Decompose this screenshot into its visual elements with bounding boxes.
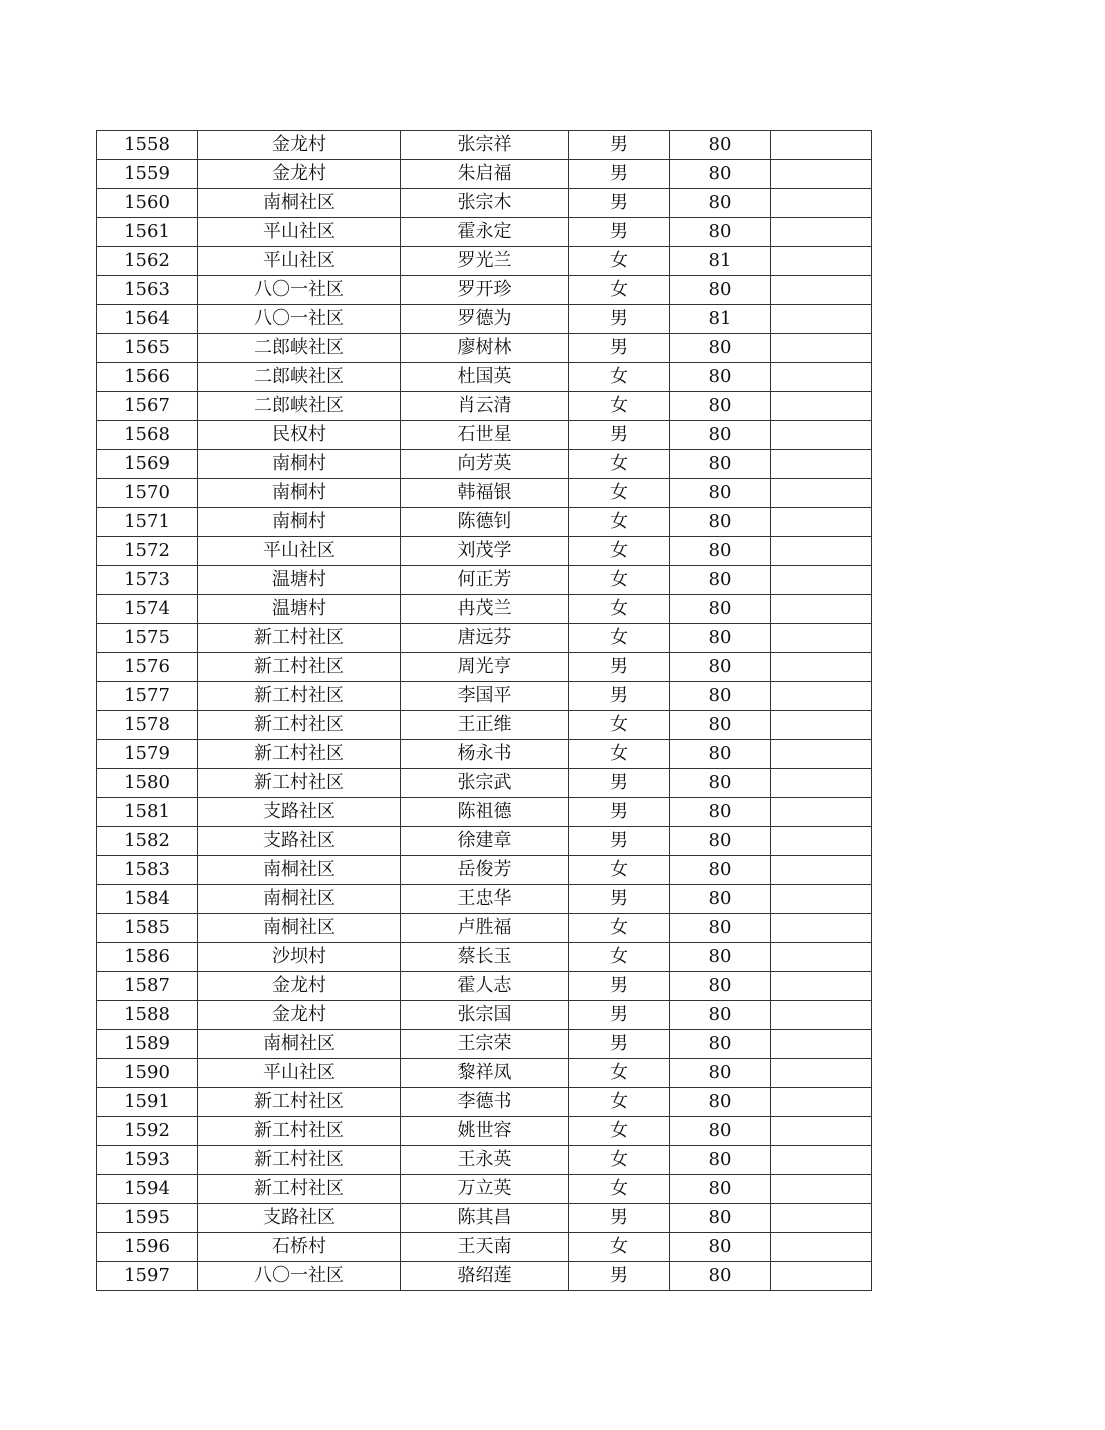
cell-gender: 男 xyxy=(569,798,670,827)
cell-gender: 女 xyxy=(569,711,670,740)
cell-name: 李德书 xyxy=(401,1088,569,1117)
cell-community: 支路社区 xyxy=(198,827,401,856)
cell-number: 1581 xyxy=(97,798,198,827)
cell-number: 1567 xyxy=(97,392,198,421)
cell-number: 1562 xyxy=(97,247,198,276)
table-row xyxy=(97,914,872,943)
cell-age: 80 xyxy=(670,711,771,740)
cell-community: 支路社区 xyxy=(198,1204,401,1233)
cell-remark xyxy=(771,972,872,1001)
cell-community: 南桐社区 xyxy=(198,1030,401,1059)
table-row xyxy=(97,1030,872,1059)
cell-age: 80 xyxy=(670,1088,771,1117)
table-row xyxy=(97,1001,872,1030)
cell-name: 王永英 xyxy=(401,1146,569,1175)
cell-remark xyxy=(771,131,872,160)
cell-community: 沙坝村 xyxy=(198,943,401,972)
cell-age: 81 xyxy=(670,305,771,334)
cell-name: 李国平 xyxy=(401,682,569,711)
cell-number: 1592 xyxy=(97,1117,198,1146)
table-row xyxy=(97,769,872,798)
cell-number: 1577 xyxy=(97,682,198,711)
cell-gender: 女 xyxy=(569,1233,670,1262)
table-row xyxy=(97,479,872,508)
cell-gender: 女 xyxy=(569,943,670,972)
table-row xyxy=(97,653,872,682)
cell-number: 1578 xyxy=(97,711,198,740)
table-row xyxy=(97,682,872,711)
cell-age: 80 xyxy=(670,189,771,218)
cell-age: 80 xyxy=(670,218,771,247)
cell-age: 80 xyxy=(670,508,771,537)
cell-community: 新工村社区 xyxy=(198,682,401,711)
cell-name: 冉茂兰 xyxy=(401,595,569,624)
cell-name: 张宗祥 xyxy=(401,131,569,160)
cell-gender: 男 xyxy=(569,305,670,334)
cell-number: 1568 xyxy=(97,421,198,450)
cell-gender: 男 xyxy=(569,972,670,1001)
cell-community: 石桥村 xyxy=(198,1233,401,1262)
cell-name: 徐建章 xyxy=(401,827,569,856)
cell-name: 王天南 xyxy=(401,1233,569,1262)
cell-remark xyxy=(771,595,872,624)
cell-gender: 女 xyxy=(569,363,670,392)
cell-remark xyxy=(771,914,872,943)
cell-age: 80 xyxy=(670,740,771,769)
cell-name: 张宗武 xyxy=(401,769,569,798)
cell-remark xyxy=(771,1204,872,1233)
cell-number: 1589 xyxy=(97,1030,198,1059)
cell-gender: 男 xyxy=(569,334,670,363)
cell-remark xyxy=(771,653,872,682)
cell-age: 80 xyxy=(670,537,771,566)
cell-remark xyxy=(771,218,872,247)
cell-age: 80 xyxy=(670,1175,771,1204)
cell-age: 80 xyxy=(670,334,771,363)
cell-name: 王宗荣 xyxy=(401,1030,569,1059)
cell-name: 张宗国 xyxy=(401,1001,569,1030)
table-row xyxy=(97,972,872,1001)
cell-age: 80 xyxy=(670,856,771,885)
cell-community: 八〇一社区 xyxy=(198,1262,401,1291)
cell-name: 霍永定 xyxy=(401,218,569,247)
cell-remark xyxy=(771,1001,872,1030)
cell-community: 二郎峡社区 xyxy=(198,392,401,421)
cell-gender: 女 xyxy=(569,566,670,595)
cell-name: 罗光兰 xyxy=(401,247,569,276)
cell-remark xyxy=(771,1175,872,1204)
cell-remark xyxy=(771,1117,872,1146)
cell-remark xyxy=(771,1059,872,1088)
cell-name: 杨永书 xyxy=(401,740,569,769)
cell-age: 80 xyxy=(670,392,771,421)
cell-community: 平山社区 xyxy=(198,218,401,247)
cell-number: 1590 xyxy=(97,1059,198,1088)
cell-remark xyxy=(771,566,872,595)
cell-gender: 女 xyxy=(569,740,670,769)
cell-name: 何正芳 xyxy=(401,566,569,595)
cell-number: 1559 xyxy=(97,160,198,189)
table-row xyxy=(97,421,872,450)
cell-number: 1595 xyxy=(97,1204,198,1233)
table-row xyxy=(97,885,872,914)
cell-age: 80 xyxy=(670,566,771,595)
cell-age: 80 xyxy=(670,1117,771,1146)
cell-community: 南桐村 xyxy=(198,508,401,537)
table-row xyxy=(97,595,872,624)
cell-name: 骆绍莲 xyxy=(401,1262,569,1291)
cell-age: 80 xyxy=(670,479,771,508)
cell-gender: 女 xyxy=(569,247,670,276)
table-row xyxy=(97,856,872,885)
cell-number: 1558 xyxy=(97,131,198,160)
cell-remark xyxy=(771,1233,872,1262)
cell-community: 南桐村 xyxy=(198,479,401,508)
cell-number: 1576 xyxy=(97,653,198,682)
cell-remark xyxy=(771,856,872,885)
cell-number: 1579 xyxy=(97,740,198,769)
cell-name: 蔡长玉 xyxy=(401,943,569,972)
table-row xyxy=(97,1233,872,1262)
cell-community: 平山社区 xyxy=(198,537,401,566)
cell-community: 新工村社区 xyxy=(198,740,401,769)
table-row xyxy=(97,334,872,363)
cell-remark xyxy=(771,450,872,479)
cell-age: 80 xyxy=(670,1001,771,1030)
table-row xyxy=(97,624,872,653)
cell-number: 1591 xyxy=(97,1088,198,1117)
cell-community: 二郎峡社区 xyxy=(198,334,401,363)
table-row xyxy=(97,131,872,160)
table-row xyxy=(97,566,872,595)
cell-gender: 女 xyxy=(569,1088,670,1117)
table-row xyxy=(97,711,872,740)
cell-number: 1586 xyxy=(97,943,198,972)
table-row xyxy=(97,1146,872,1175)
cell-name: 姚世容 xyxy=(401,1117,569,1146)
cell-name: 石世星 xyxy=(401,421,569,450)
cell-gender: 女 xyxy=(569,508,670,537)
cell-gender: 男 xyxy=(569,1204,670,1233)
cell-age: 80 xyxy=(670,624,771,653)
table-row xyxy=(97,1204,872,1233)
cell-name: 陈祖德 xyxy=(401,798,569,827)
cell-remark xyxy=(771,421,872,450)
cell-age: 80 xyxy=(670,682,771,711)
table-row xyxy=(97,189,872,218)
cell-remark xyxy=(771,885,872,914)
cell-remark xyxy=(771,363,872,392)
cell-gender: 男 xyxy=(569,682,670,711)
cell-community: 支路社区 xyxy=(198,798,401,827)
cell-community: 南桐社区 xyxy=(198,885,401,914)
cell-number: 1561 xyxy=(97,218,198,247)
cell-number: 1573 xyxy=(97,566,198,595)
cell-number: 1588 xyxy=(97,1001,198,1030)
cell-gender: 女 xyxy=(569,276,670,305)
cell-name: 罗德为 xyxy=(401,305,569,334)
table-row xyxy=(97,943,872,972)
cell-name: 黎祥凤 xyxy=(401,1059,569,1088)
cell-gender: 男 xyxy=(569,1262,670,1291)
cell-community: 八〇一社区 xyxy=(198,305,401,334)
cell-community: 金龙村 xyxy=(198,131,401,160)
cell-remark xyxy=(771,334,872,363)
table-row xyxy=(97,827,872,856)
cell-number: 1560 xyxy=(97,189,198,218)
cell-community: 新工村社区 xyxy=(198,1146,401,1175)
cell-gender: 女 xyxy=(569,537,670,566)
cell-age: 80 xyxy=(670,1059,771,1088)
cell-community: 平山社区 xyxy=(198,247,401,276)
cell-remark xyxy=(771,827,872,856)
cell-age: 80 xyxy=(670,653,771,682)
table-row xyxy=(97,798,872,827)
table-row xyxy=(97,450,872,479)
cell-gender: 男 xyxy=(569,827,670,856)
cell-community: 新工村社区 xyxy=(198,711,401,740)
cell-number: 1569 xyxy=(97,450,198,479)
cell-remark xyxy=(771,305,872,334)
cell-number: 1570 xyxy=(97,479,198,508)
cell-remark xyxy=(771,740,872,769)
cell-gender: 男 xyxy=(569,653,670,682)
cell-gender: 女 xyxy=(569,1175,670,1204)
table-row xyxy=(97,740,872,769)
cell-age: 80 xyxy=(670,827,771,856)
cell-community: 温塘村 xyxy=(198,595,401,624)
cell-age: 80 xyxy=(670,1146,771,1175)
cell-number: 1585 xyxy=(97,914,198,943)
cell-community: 新工村社区 xyxy=(198,1175,401,1204)
table-row xyxy=(97,1059,872,1088)
table-row xyxy=(97,1175,872,1204)
cell-age: 80 xyxy=(670,450,771,479)
cell-number: 1566 xyxy=(97,363,198,392)
roster-table xyxy=(96,130,872,1291)
cell-name: 罗开珍 xyxy=(401,276,569,305)
table-row xyxy=(97,363,872,392)
cell-number: 1571 xyxy=(97,508,198,537)
cell-gender: 男 xyxy=(569,218,670,247)
cell-gender: 男 xyxy=(569,769,670,798)
cell-gender: 男 xyxy=(569,1030,670,1059)
cell-community: 二郎峡社区 xyxy=(198,363,401,392)
table-row xyxy=(97,1117,872,1146)
cell-gender: 女 xyxy=(569,450,670,479)
table-row xyxy=(97,1088,872,1117)
cell-number: 1575 xyxy=(97,624,198,653)
cell-number: 1593 xyxy=(97,1146,198,1175)
cell-age: 80 xyxy=(670,798,771,827)
cell-community: 新工村社区 xyxy=(198,1117,401,1146)
cell-age: 80 xyxy=(670,1233,771,1262)
cell-age: 80 xyxy=(670,276,771,305)
cell-remark xyxy=(771,1262,872,1291)
cell-community: 南桐社区 xyxy=(198,914,401,943)
cell-name: 王正维 xyxy=(401,711,569,740)
cell-gender: 男 xyxy=(569,189,670,218)
table-row xyxy=(97,305,872,334)
cell-remark xyxy=(771,392,872,421)
cell-age: 80 xyxy=(670,972,771,1001)
cell-community: 金龙村 xyxy=(198,1001,401,1030)
cell-community: 金龙村 xyxy=(198,972,401,1001)
cell-age: 80 xyxy=(670,595,771,624)
cell-community: 民权村 xyxy=(198,421,401,450)
cell-gender: 男 xyxy=(569,421,670,450)
cell-number: 1572 xyxy=(97,537,198,566)
cell-number: 1563 xyxy=(97,276,198,305)
cell-community: 新工村社区 xyxy=(198,653,401,682)
cell-gender: 女 xyxy=(569,914,670,943)
cell-age: 80 xyxy=(670,131,771,160)
cell-community: 新工村社区 xyxy=(198,624,401,653)
cell-gender: 男 xyxy=(569,160,670,189)
cell-name: 韩福银 xyxy=(401,479,569,508)
cell-number: 1564 xyxy=(97,305,198,334)
cell-community: 平山社区 xyxy=(198,1059,401,1088)
cell-name: 陈德钊 xyxy=(401,508,569,537)
cell-age: 80 xyxy=(670,914,771,943)
table-row xyxy=(97,1262,872,1291)
table-row xyxy=(97,218,872,247)
cell-name: 张宗木 xyxy=(401,189,569,218)
cell-remark xyxy=(771,160,872,189)
cell-number: 1594 xyxy=(97,1175,198,1204)
cell-age: 80 xyxy=(670,1262,771,1291)
cell-age: 80 xyxy=(670,1030,771,1059)
cell-age: 81 xyxy=(670,247,771,276)
cell-name: 刘茂学 xyxy=(401,537,569,566)
cell-number: 1580 xyxy=(97,769,198,798)
cell-community: 新工村社区 xyxy=(198,769,401,798)
cell-gender: 女 xyxy=(569,595,670,624)
table-row xyxy=(97,508,872,537)
cell-name: 廖树林 xyxy=(401,334,569,363)
cell-number: 1596 xyxy=(97,1233,198,1262)
cell-name: 卢胜福 xyxy=(401,914,569,943)
cell-community: 新工村社区 xyxy=(198,1088,401,1117)
cell-gender: 女 xyxy=(569,1059,670,1088)
cell-name: 周光亨 xyxy=(401,653,569,682)
roster-table-body xyxy=(97,131,872,1291)
cell-remark xyxy=(771,479,872,508)
cell-remark xyxy=(771,276,872,305)
cell-number: 1565 xyxy=(97,334,198,363)
cell-name: 万立英 xyxy=(401,1175,569,1204)
cell-gender: 女 xyxy=(569,1117,670,1146)
cell-gender: 女 xyxy=(569,1146,670,1175)
cell-number: 1582 xyxy=(97,827,198,856)
cell-community: 南桐社区 xyxy=(198,856,401,885)
cell-age: 80 xyxy=(670,769,771,798)
cell-remark xyxy=(771,943,872,972)
table-row xyxy=(97,276,872,305)
cell-name: 朱启福 xyxy=(401,160,569,189)
cell-gender: 男 xyxy=(569,131,670,160)
cell-name: 唐远芬 xyxy=(401,624,569,653)
table-row xyxy=(97,392,872,421)
cell-name: 陈其昌 xyxy=(401,1204,569,1233)
cell-number: 1597 xyxy=(97,1262,198,1291)
cell-number: 1584 xyxy=(97,885,198,914)
cell-remark xyxy=(771,189,872,218)
cell-community: 八〇一社区 xyxy=(198,276,401,305)
table-row xyxy=(97,247,872,276)
cell-gender: 男 xyxy=(569,1001,670,1030)
cell-gender: 男 xyxy=(569,885,670,914)
cell-number: 1574 xyxy=(97,595,198,624)
cell-remark xyxy=(771,1088,872,1117)
cell-community: 金龙村 xyxy=(198,160,401,189)
table-row xyxy=(97,160,872,189)
cell-remark xyxy=(771,1146,872,1175)
cell-community: 南桐村 xyxy=(198,450,401,479)
cell-remark xyxy=(771,537,872,566)
cell-name: 岳俊芳 xyxy=(401,856,569,885)
cell-number: 1583 xyxy=(97,856,198,885)
cell-gender: 女 xyxy=(569,392,670,421)
cell-age: 80 xyxy=(670,363,771,392)
cell-age: 80 xyxy=(670,1204,771,1233)
cell-remark xyxy=(771,1030,872,1059)
cell-gender: 女 xyxy=(569,856,670,885)
cell-number: 1587 xyxy=(97,972,198,1001)
cell-remark xyxy=(771,769,872,798)
cell-gender: 女 xyxy=(569,624,670,653)
cell-remark xyxy=(771,624,872,653)
cell-community: 温塘村 xyxy=(198,566,401,595)
cell-community: 南桐社区 xyxy=(198,189,401,218)
cell-name: 王忠华 xyxy=(401,885,569,914)
cell-gender: 女 xyxy=(569,479,670,508)
cell-age: 80 xyxy=(670,943,771,972)
cell-remark xyxy=(771,247,872,276)
cell-age: 80 xyxy=(670,421,771,450)
cell-name: 肖云清 xyxy=(401,392,569,421)
cell-remark xyxy=(771,711,872,740)
cell-name: 杜国英 xyxy=(401,363,569,392)
cell-age: 80 xyxy=(670,885,771,914)
table-row xyxy=(97,537,872,566)
cell-name: 霍人志 xyxy=(401,972,569,1001)
cell-remark xyxy=(771,508,872,537)
cell-age: 80 xyxy=(670,160,771,189)
cell-remark xyxy=(771,682,872,711)
cell-name: 向芳英 xyxy=(401,450,569,479)
cell-remark xyxy=(771,798,872,827)
